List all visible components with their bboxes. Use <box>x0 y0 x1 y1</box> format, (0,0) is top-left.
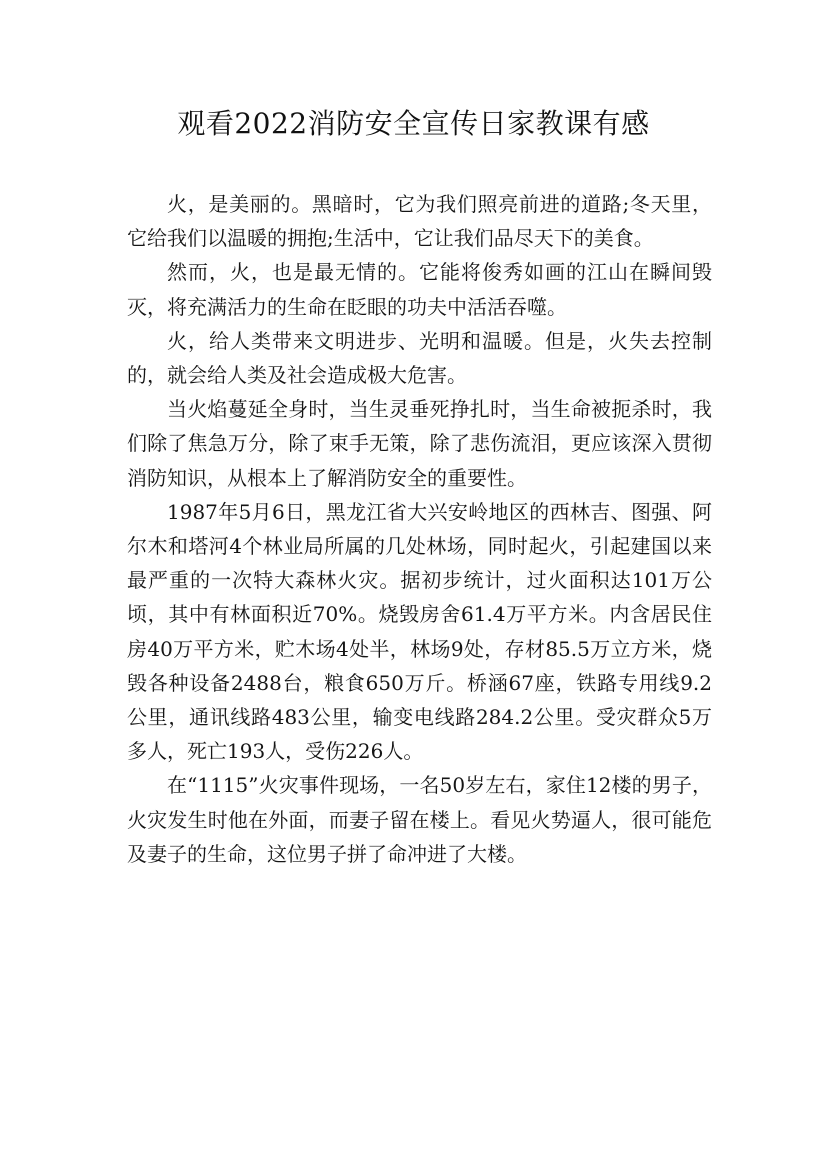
document-body <box>127 187 712 871</box>
document-title: 观看2022消防安全宣传日家教课有感 <box>177 107 650 140</box>
paragraph: 火，是美丽的。黑暗时，它为我们照亮前进的道路;冬天里，它给我们以温暖的拥抱;生活中，它让我们品尽天下的美食。 <box>127 192 712 251</box>
paragraph: 1987年5月6日，黑龙江省大兴安岭地区的西林吉、图强、阿尔木和塔河4个林业局所属的几处林场，同时起火，引起建国以来最严重的一次特大森林火灾。据初步统计，过火面积达101万公顷，其中有林面积近70%。烧毁房舍61.4万平方米。内含居民住房40万平方米，贮木场4处半，林场9处，存材85.5万立方米，烧毁各种设备2488台，粮食650万斤。桥涵67座，铁路专用线9.2公里，通讯线路483公里，输变电线路284.2公里。受灾群众5万多人，死亡193人，受伤226人。 <box>127 499 712 764</box>
paragraph: 当火焰蔓延全身时，当生灵垂死挣扎时，当生命被扼杀时，我们除了焦急万分，除了束手无策，除了悲伤流泪，更应该深入贯彻消防知识，从根本上了解消防安全的重要性。 <box>127 397 712 490</box>
paragraph: 然而，火，也是最无情的。它能将俊秀如画的江山在瞬间毁灭，将充满活力的生命在眨眼的功夫中活活吞噬。 <box>127 260 712 319</box>
paragraph: 在“1115”火灾事件现场，一名50岁左右，家住12楼的男子，火灾发生时他在外面，而妻子留在楼上。看见火势逼人，很可能危及妻子的生命，这位男子拼了命冲进了大楼。 <box>127 773 712 866</box>
paragraph: 火，给人类带来文明进步、光明和温暖。但是，火失去控制的，就会给人类及社会造成极大危害。 <box>127 328 712 388</box>
